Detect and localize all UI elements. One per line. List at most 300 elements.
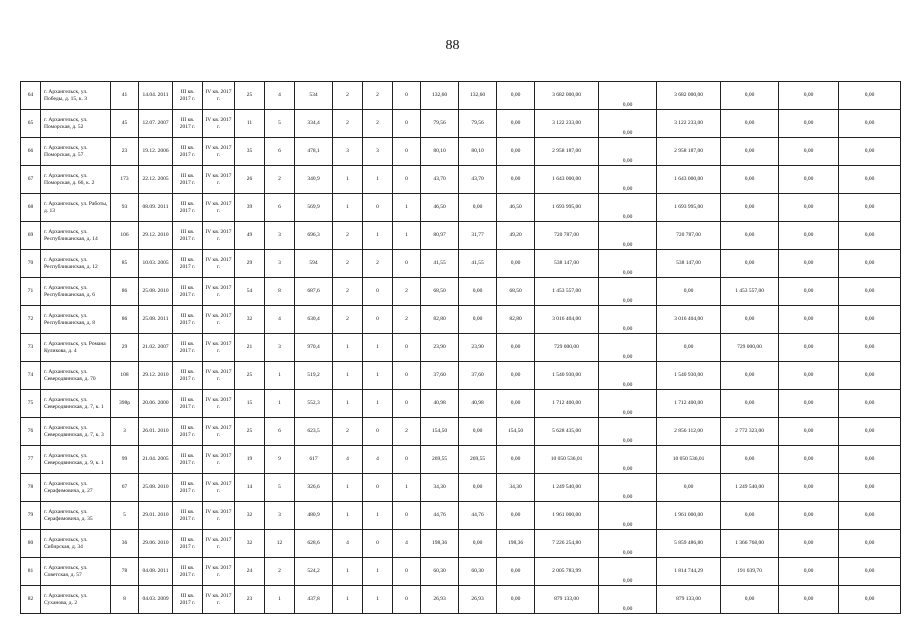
cell-apartments-count: 12 — [265, 530, 295, 558]
cell-area-private: 0,00 — [497, 138, 535, 166]
cell-address: г. Архангельск, ул. Поморская, д. 57 — [41, 138, 111, 166]
cell-area-private: 0,00 — [497, 390, 535, 418]
cell-row-number: 74 — [21, 362, 41, 390]
cell-fund-budget: 0,00 — [599, 82, 657, 110]
cell-rooms-private: 1 — [393, 222, 421, 250]
table-body — [21, 82, 901, 614]
cell-residents-count: 24 — [235, 558, 265, 586]
cell-residents-count: 39 — [235, 194, 265, 222]
cell-apartments-count: 3 — [265, 250, 295, 278]
cell-document-date: 21.02. 2007 — [139, 334, 173, 362]
cell-address: г. Архангельск, ул. Суханова, д. 2 — [41, 586, 111, 614]
cell-residents-count: 35 — [235, 138, 265, 166]
cell-extra-budget-2: 0,00 — [839, 390, 901, 418]
cell-rooms-private: 1 — [393, 474, 421, 502]
cell-residents-count: 14 — [235, 474, 265, 502]
cell-extra-budget-2: 0,00 — [839, 250, 901, 278]
cell-area-total: 534 — [295, 82, 333, 110]
cell-area-municipal: 0,00 — [459, 278, 497, 306]
cell-planned-start-date: III кв. 2017 г. — [173, 334, 203, 362]
cell-rooms-private: 2 — [393, 278, 421, 306]
cell-extra-budget-1: 0,00 — [779, 250, 839, 278]
cell-cost-total: 1 540 930,00 — [535, 362, 599, 390]
cell-rooms-total: 2 — [333, 222, 363, 250]
cell-cost-total: 1 249 540,00 — [535, 474, 599, 502]
cell-planned-end-date: IV кв. 2017 г. — [203, 306, 235, 334]
cell-area-private: 154,50 — [497, 418, 535, 446]
cell-area-total: 630,4 — [295, 306, 333, 334]
cell-regional-budget: 2 958 187,00 — [657, 138, 721, 166]
cell-rooms-municipal: 1 — [363, 586, 393, 614]
cell-rooms-total: 1 — [333, 502, 363, 530]
cell-area-private: 0,00 — [497, 558, 535, 586]
cell-residents-count: 29 — [235, 250, 265, 278]
cell-cost-total: 2 005 783,99 — [535, 558, 599, 586]
cell-planned-start-date: III кв. 2017 г. — [173, 558, 203, 586]
cell-rooms-municipal: 1 — [363, 166, 393, 194]
cell-extra-budget-1: 0,00 — [779, 194, 839, 222]
cell-document-date: 04.08. 2011 — [139, 558, 173, 586]
cell-document-number: 3 — [111, 418, 139, 446]
cell-residents-count: 23 — [235, 586, 265, 614]
cell-regional-budget: 10 050 536,01 — [657, 446, 721, 474]
cell-area-private: 0,00 — [497, 110, 535, 138]
cell-rooms-private: 4 — [393, 530, 421, 558]
cell-residents-count: 19 — [235, 446, 265, 474]
cell-area-municipal: 31,77 — [459, 222, 497, 250]
cell-area-relocated: 80,97 — [421, 222, 459, 250]
cell-rooms-total: 1 — [333, 194, 363, 222]
cell-document-date: 19.12. 2006 — [139, 138, 173, 166]
cell-rooms-total: 1 — [333, 586, 363, 614]
cell-rooms-private: 0 — [393, 250, 421, 278]
cell-rooms-total: 1 — [333, 474, 363, 502]
cell-apartments-count: 3 — [265, 334, 295, 362]
cell-area-total: 519,2 — [295, 362, 333, 390]
cell-area-relocated: 23,90 — [421, 334, 459, 362]
cell-cost-total: 729 000,00 — [535, 334, 599, 362]
cell-fund-budget: 0,00 — [599, 390, 657, 418]
cell-cost-total: 7 226 254,80 — [535, 530, 599, 558]
cell-extra-budget-1: 0,00 — [779, 474, 839, 502]
cell-cost-total: 2 958 187,00 — [535, 138, 599, 166]
cell-local-budget: 0,00 — [721, 362, 779, 390]
cell-planned-start-date: III кв. 2017 г. — [173, 390, 203, 418]
cell-rooms-municipal: 3 — [363, 138, 393, 166]
cell-document-number: 23 — [111, 138, 139, 166]
cell-apartments-count: 6 — [265, 138, 295, 166]
cell-extra-budget-2: 0,00 — [839, 530, 901, 558]
table-row — [21, 502, 901, 530]
cell-area-relocated: 46,50 — [421, 194, 459, 222]
cell-rooms-municipal: 1 — [363, 390, 393, 418]
cell-area-relocated: 60,30 — [421, 558, 459, 586]
cell-document-date: 26.01. 2010 — [139, 418, 173, 446]
cell-residents-count: 26 — [235, 166, 265, 194]
cell-extra-budget-2: 0,00 — [839, 222, 901, 250]
cell-residents-count: 11 — [235, 110, 265, 138]
cell-document-date: 20.06. 2000 — [139, 390, 173, 418]
cell-fund-budget: 0,00 — [599, 334, 657, 362]
cell-document-number: 78 — [111, 558, 139, 586]
cell-apartments-count: 1 — [265, 586, 295, 614]
cell-area-relocated: 269,55 — [421, 446, 459, 474]
cell-fund-budget: 0,00 — [599, 222, 657, 250]
cell-document-date: 14.04. 2011 — [139, 82, 173, 110]
cell-extra-budget-1: 0,00 — [779, 362, 839, 390]
cell-row-number: 69 — [21, 222, 41, 250]
cell-planned-end-date: IV кв. 2017 г. — [203, 418, 235, 446]
cell-planned-start-date: III кв. 2017 г. — [173, 446, 203, 474]
table-row — [21, 194, 901, 222]
housing-relocation-table — [20, 81, 901, 614]
cell-planned-end-date: IV кв. 2017 г. — [203, 334, 235, 362]
cell-cost-total: 1 453 557,00 — [535, 278, 599, 306]
cell-cost-total: 1 712 400,00 — [535, 390, 599, 418]
cell-local-budget: 0,00 — [721, 586, 779, 614]
cell-planned-start-date: III кв. 2017 г. — [173, 110, 203, 138]
cell-extra-budget-1: 0,00 — [779, 82, 839, 110]
cell-area-private: 68,50 — [497, 278, 535, 306]
cell-regional-budget: 2 856 112,00 — [657, 418, 721, 446]
cell-area-municipal: 0,00 — [459, 194, 497, 222]
cell-apartments-count: 6 — [265, 194, 295, 222]
cell-rooms-municipal: 0 — [363, 306, 393, 334]
cell-planned-start-date: III кв. 2017 г. — [173, 82, 203, 110]
cell-area-total: 617 — [295, 446, 333, 474]
cell-local-budget: 0,00 — [721, 250, 779, 278]
cell-apartments-count: 3 — [265, 502, 295, 530]
cell-rooms-total: 2 — [333, 82, 363, 110]
table-row — [21, 446, 901, 474]
cell-area-private: 82,80 — [497, 306, 535, 334]
cell-planned-end-date: IV кв. 2017 г. — [203, 110, 235, 138]
cell-extra-budget-2: 0,00 — [839, 138, 901, 166]
cell-local-budget: 191 039,70 — [721, 558, 779, 586]
cell-area-total: 569,9 — [295, 194, 333, 222]
cell-rooms-total: 1 — [333, 362, 363, 390]
cell-regional-budget: 3 122 233,00 — [657, 110, 721, 138]
cell-rooms-private: 1 — [393, 194, 421, 222]
cell-planned-start-date: III кв. 2017 г. — [173, 586, 203, 614]
cell-regional-budget: 1 693 995,00 — [657, 194, 721, 222]
cell-area-relocated: 198,36 — [421, 530, 459, 558]
cell-area-private: 0,00 — [497, 446, 535, 474]
cell-area-municipal: 132,60 — [459, 82, 497, 110]
cell-area-private: 49,20 — [497, 222, 535, 250]
table-row — [21, 166, 901, 194]
cell-extra-budget-1: 0,00 — [779, 418, 839, 446]
cell-residents-count: 32 — [235, 530, 265, 558]
cell-rooms-total: 2 — [333, 418, 363, 446]
cell-planned-end-date: IV кв. 2017 г. — [203, 82, 235, 110]
cell-area-municipal: 37,60 — [459, 362, 497, 390]
cell-fund-budget: 0,00 — [599, 418, 657, 446]
cell-local-budget: 0,00 — [721, 82, 779, 110]
cell-area-relocated: 37,60 — [421, 362, 459, 390]
table-row — [21, 278, 901, 306]
cell-apartments-count: 1 — [265, 362, 295, 390]
cell-local-budget: 0,00 — [721, 222, 779, 250]
cell-document-number: 45 — [111, 110, 139, 138]
cell-cost-total: 879 133,00 — [535, 586, 599, 614]
cell-area-relocated: 40,98 — [421, 390, 459, 418]
cell-area-total: 687,6 — [295, 278, 333, 306]
cell-document-number: 36 — [111, 530, 139, 558]
cell-area-total: 970,4 — [295, 334, 333, 362]
cell-local-budget: 0,00 — [721, 166, 779, 194]
cell-address: г. Архангельск, ул. Победы, д. 15, к. 3 — [41, 82, 111, 110]
table-row — [21, 530, 901, 558]
cell-rooms-private: 0 — [393, 502, 421, 530]
cell-apartments-count: 3 — [265, 222, 295, 250]
cell-row-number: 67 — [21, 166, 41, 194]
cell-regional-budget: 1 540 930,00 — [657, 362, 721, 390]
cell-local-budget: 0,00 — [721, 502, 779, 530]
cell-rooms-private: 0 — [393, 446, 421, 474]
page-number: 88 — [445, 38, 460, 53]
cell-rooms-private: 0 — [393, 390, 421, 418]
cell-local-budget: 0,00 — [721, 110, 779, 138]
cell-extra-budget-2: 0,00 — [839, 194, 901, 222]
cell-regional-budget: 5 859 486,80 — [657, 530, 721, 558]
cell-planned-start-date: III кв. 2017 г. — [173, 418, 203, 446]
table-row — [21, 390, 901, 418]
cell-extra-budget-1: 0,00 — [779, 334, 839, 362]
cell-planned-end-date: IV кв. 2017 г. — [203, 502, 235, 530]
cell-extra-budget-2: 0,00 — [839, 474, 901, 502]
cell-planned-start-date: III кв. 2017 г. — [173, 502, 203, 530]
cell-area-municipal: 80,10 — [459, 138, 497, 166]
cell-area-private: 46,50 — [497, 194, 535, 222]
cell-rooms-total: 2 — [333, 110, 363, 138]
table-row — [21, 474, 901, 502]
cell-area-total: 552,3 — [295, 390, 333, 418]
cell-regional-budget: 0,00 — [657, 474, 721, 502]
cell-document-date: 29.12. 2010 — [139, 222, 173, 250]
cell-apartments-count: 4 — [265, 82, 295, 110]
cell-rooms-total: 1 — [333, 334, 363, 362]
cell-extra-budget-2: 0,00 — [839, 166, 901, 194]
cell-extra-budget-2: 0,00 — [839, 558, 901, 586]
cell-planned-start-date: III кв. 2017 г. — [173, 194, 203, 222]
cell-document-number: 41 — [111, 82, 139, 110]
cell-row-number: 80 — [21, 530, 41, 558]
cell-fund-budget: 0,00 — [599, 194, 657, 222]
cell-area-municipal: 0,00 — [459, 530, 497, 558]
cell-rooms-municipal: 1 — [363, 558, 393, 586]
cell-rooms-municipal: 4 — [363, 446, 393, 474]
cell-planned-end-date: IV кв. 2017 г. — [203, 362, 235, 390]
cell-fund-budget: 0,00 — [599, 362, 657, 390]
cell-area-private: 0,00 — [497, 82, 535, 110]
cell-rooms-private: 0 — [393, 586, 421, 614]
cell-apartments-count: 2 — [265, 558, 295, 586]
cell-document-date: 29.01. 2010 — [139, 502, 173, 530]
cell-residents-count: 25 — [235, 82, 265, 110]
cell-document-date: 12.07. 2007 — [139, 110, 173, 138]
cell-planned-start-date: III кв. 2017 г. — [173, 474, 203, 502]
cell-document-date: 25.08. 2011 — [139, 306, 173, 334]
cell-regional-budget: 0,00 — [657, 278, 721, 306]
cell-area-relocated: 34,30 — [421, 474, 459, 502]
cell-rooms-municipal: 1 — [363, 334, 393, 362]
cell-address: г. Архангельск, ул. Поморская, д. 66, к. 2 — [41, 166, 111, 194]
cell-address: г. Архангельск, ул. Советская, д. 57 — [41, 558, 111, 586]
cell-extra-budget-1: 0,00 — [779, 166, 839, 194]
cell-area-total: 340,9 — [295, 166, 333, 194]
cell-document-date: 25.08. 2010 — [139, 278, 173, 306]
cell-area-private: 0,00 — [497, 166, 535, 194]
cell-regional-budget: 1 712 400,00 — [657, 390, 721, 418]
cell-area-municipal: 60,30 — [459, 558, 497, 586]
cell-document-date: 29.06. 2010 — [139, 530, 173, 558]
cell-rooms-total: 3 — [333, 138, 363, 166]
cell-address: г. Архангельск, ул. Республиканская, д. 6 — [41, 278, 111, 306]
cell-area-private: 0,00 — [497, 586, 535, 614]
cell-apartments-count: 8 — [265, 278, 295, 306]
cell-apartments-count: 5 — [265, 110, 295, 138]
cell-row-number: 64 — [21, 82, 41, 110]
cell-area-private: 0,00 — [497, 502, 535, 530]
cell-residents-count: 15 — [235, 390, 265, 418]
cell-planned-start-date: III кв. 2017 г. — [173, 530, 203, 558]
cell-fund-budget: 0,00 — [599, 586, 657, 614]
cell-extra-budget-2: 0,00 — [839, 502, 901, 530]
cell-area-total: 696,3 — [295, 222, 333, 250]
cell-fund-budget: 0,00 — [599, 502, 657, 530]
cell-rooms-total: 4 — [333, 446, 363, 474]
cell-document-number: 99 — [111, 446, 139, 474]
cell-residents-count: 25 — [235, 418, 265, 446]
cell-fund-budget: 0,00 — [599, 110, 657, 138]
cell-local-budget: 1 366 768,00 — [721, 530, 779, 558]
table-row — [21, 558, 901, 586]
cell-address: г. Архангельск, ул. Поморская, д. 52 — [41, 110, 111, 138]
cell-apartments-count: 1 — [265, 390, 295, 418]
cell-area-total: 524,2 — [295, 558, 333, 586]
cell-regional-budget: 3 016 404,00 — [657, 306, 721, 334]
cell-area-total: 480,9 — [295, 502, 333, 530]
cell-area-relocated: 80,10 — [421, 138, 459, 166]
cell-document-number: 173 — [111, 166, 139, 194]
cell-extra-budget-2: 0,00 — [839, 82, 901, 110]
table-row — [21, 82, 901, 110]
cell-document-number: 29 — [111, 334, 139, 362]
cell-local-budget: 0,00 — [721, 194, 779, 222]
cell-row-number: 78 — [21, 474, 41, 502]
cell-area-private: 198,36 — [497, 530, 535, 558]
cell-area-relocated: 132,60 — [421, 82, 459, 110]
cell-fund-budget: 0,00 — [599, 474, 657, 502]
cell-local-budget: 1 453 557,00 — [721, 278, 779, 306]
cell-area-private: 0,00 — [497, 334, 535, 362]
cell-row-number: 75 — [21, 390, 41, 418]
cell-document-number: 86 — [111, 306, 139, 334]
cell-regional-budget: 538 147,00 — [657, 250, 721, 278]
cell-local-budget: 0,00 — [721, 138, 779, 166]
cell-planned-end-date: IV кв. 2017 г. — [203, 278, 235, 306]
cell-local-budget: 0,00 — [721, 306, 779, 334]
cell-fund-budget: 0,00 — [599, 306, 657, 334]
cell-planned-start-date: III кв. 2017 г. — [173, 362, 203, 390]
cell-extra-budget-1: 0,00 — [779, 558, 839, 586]
cell-fund-budget: 0,00 — [599, 278, 657, 306]
cell-address: г. Архангельск, ул. Республиканская, д. 8 — [41, 306, 111, 334]
cell-cost-total: 3 122 233,00 — [535, 110, 599, 138]
cell-address: г. Архангельск, ул. Северодвинская, д. 7, к. 3 — [41, 418, 111, 446]
cell-rooms-municipal: 2 — [363, 250, 393, 278]
cell-rooms-total: 2 — [333, 306, 363, 334]
cell-residents-count: 32 — [235, 502, 265, 530]
cell-row-number: 81 — [21, 558, 41, 586]
cell-planned-end-date: IV кв. 2017 г. — [203, 530, 235, 558]
cell-cost-total: 3 682 000,00 — [535, 82, 599, 110]
cell-address: г. Архангельск, ул. Работы, д. 13 — [41, 194, 111, 222]
cell-area-municipal: 43,70 — [459, 166, 497, 194]
cell-rooms-total: 1 — [333, 166, 363, 194]
cell-planned-end-date: IV кв. 2017 г. — [203, 138, 235, 166]
cell-document-number: 106 — [111, 222, 139, 250]
cell-row-number: 72 — [21, 306, 41, 334]
cell-apartments-count: 2 — [265, 166, 295, 194]
table-row — [21, 418, 901, 446]
cell-rooms-municipal: 0 — [363, 530, 393, 558]
cell-area-private: 0,00 — [497, 362, 535, 390]
cell-rooms-private: 0 — [393, 362, 421, 390]
cell-planned-end-date: IV кв. 2017 г. — [203, 222, 235, 250]
cell-rooms-private: 0 — [393, 558, 421, 586]
cell-fund-budget: 0,00 — [599, 446, 657, 474]
cell-extra-budget-1: 0,00 — [779, 446, 839, 474]
cell-area-municipal: 269,55 — [459, 446, 497, 474]
cell-residents-count: 32 — [235, 306, 265, 334]
cell-area-private: 34,30 — [497, 474, 535, 502]
cell-area-relocated: 41,55 — [421, 250, 459, 278]
cell-fund-budget: 0,00 — [599, 166, 657, 194]
table-row — [21, 222, 901, 250]
cell-extra-budget-2: 0,00 — [839, 362, 901, 390]
cell-area-private: 0,00 — [497, 250, 535, 278]
cell-document-date: 25.08. 2010 — [139, 474, 173, 502]
cell-rooms-total: 2 — [333, 250, 363, 278]
cell-area-relocated: 26,93 — [421, 586, 459, 614]
table-row — [21, 110, 901, 138]
cell-rooms-private: 0 — [393, 166, 421, 194]
cell-area-relocated: 82,80 — [421, 306, 459, 334]
cell-regional-budget: 879 133,00 — [657, 586, 721, 614]
cell-regional-budget: 1 814 744,29 — [657, 558, 721, 586]
cell-address: г. Архангельск, ул. Северодвинская, д. 9, к. 1 — [41, 446, 111, 474]
cell-area-relocated: 44,76 — [421, 502, 459, 530]
cell-regional-budget: 3 682 000,00 — [657, 82, 721, 110]
cell-document-number: 8 — [111, 586, 139, 614]
cell-address: г. Архангельск, ул. Серафимовича, д. 35 — [41, 502, 111, 530]
cell-extra-budget-1: 0,00 — [779, 530, 839, 558]
cell-rooms-private: 0 — [393, 82, 421, 110]
cell-address: г. Архангельск, ул. Северодвинская, д. 70 — [41, 362, 111, 390]
cell-document-number: 86 — [111, 278, 139, 306]
cell-planned-end-date: IV кв. 2017 г. — [203, 250, 235, 278]
cell-planned-end-date: IV кв. 2017 г. — [203, 474, 235, 502]
cell-extra-budget-1: 0,00 — [779, 586, 839, 614]
cell-cost-total: 1 643 000,00 — [535, 166, 599, 194]
cell-row-number: 65 — [21, 110, 41, 138]
cell-document-number: 108 — [111, 362, 139, 390]
cell-fund-budget: 0,00 — [599, 558, 657, 586]
cell-rooms-municipal: 0 — [363, 418, 393, 446]
cell-area-municipal: 0,00 — [459, 418, 497, 446]
